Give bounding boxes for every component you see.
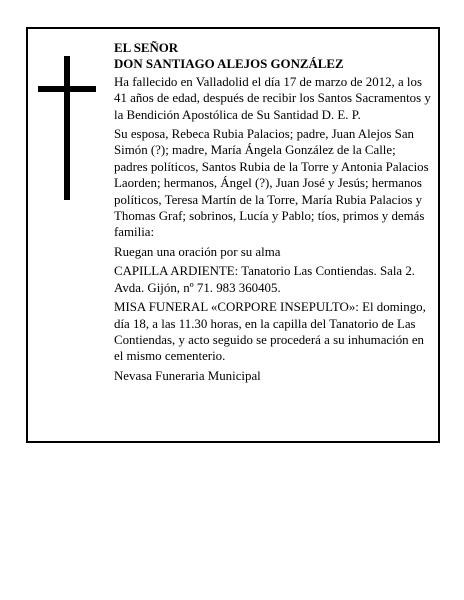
- notice-text: [114, 40, 432, 387]
- chapel-info: CAPILLA ARDIENTE: Tanatorio Las Contiendas. Sala 2. Avda. Gijón, nº 71. 983 360405.: [114, 264, 416, 295]
- obituary-notice: [26, 27, 440, 443]
- cross-vertical-bar: [64, 56, 70, 200]
- death-announcement: Ha fallecido en Valladolid el día 17 de marzo de 2012, a los 41 años de edad, después de recibir los Santos Sacramentos y la Bendición Apostólica de Su Santidad D. E. P.: [114, 74, 431, 122]
- cross-horizontal-bar: [38, 86, 96, 92]
- prayer-request: Ruegan una oración por su alma: [114, 244, 281, 259]
- funeral-mass-info: MISA FUNERAL «CORPORE INSEPULTO»: El domingo, día 18, a las 11.30 horas, en la capilla del Tanatorio de Las Contiendas, y acto seguido se procederá a su inhumación en el mismo cementerio.: [114, 300, 426, 364]
- deceased-name: DON SANTIAGO ALEJOS GONZÁLEZ: [114, 57, 344, 72]
- latin-cross-icon: [38, 56, 96, 200]
- funeral-home: Nevasa Funeraria Municipal: [114, 368, 261, 383]
- family-list: Su esposa, Rebeca Rubia Palacios; padre, Juan Alejos San Simón (?); madre, María Ángela González de la Calle; padres políticos, Santos Rubia de la Torre y Antonia Palacios Laorden; hermanos, Ángel (?), Juan José y Jesús; hermanos políticos, Teresa Martín de la Torre, María Rubia Palacios y Thomas Graf; sobrinos, Lucía y Pablo; tíos, primos y demás familia:: [114, 127, 429, 240]
- notice-title: EL SEÑOR: [114, 41, 179, 55]
